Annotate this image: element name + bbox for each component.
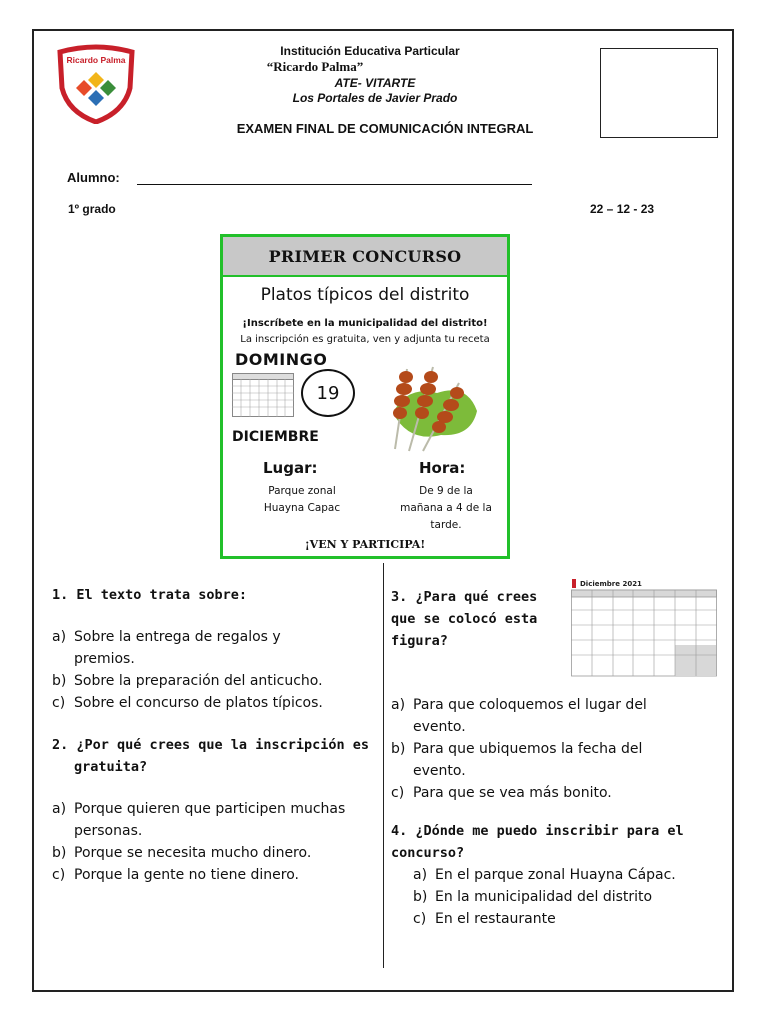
poster-day-number: 19 [301,369,355,417]
question-text: concurso? [391,845,465,861]
school-logo [54,44,138,124]
mini-calendar-icon [232,373,294,417]
question-3-options [391,694,716,930]
logo-text: Ricardo Palma [66,55,126,65]
calendar-mark-icon [572,579,576,588]
time-line: mañana a 4 de la [400,502,492,514]
option-text: Sobre el concurso de platos típicos. [74,695,323,711]
poster-time-label: Hora: [419,459,466,477]
option-1c[interactable] [52,692,372,714]
location-label: Los Portales de Javier Prado [292,91,458,105]
option-1a[interactable] [52,626,372,670]
option-3a[interactable] [391,694,716,738]
option-1b[interactable] [52,670,372,692]
question-text: gratuita? [74,759,148,775]
option-text: evento. [413,763,466,779]
option-letter: b) [52,845,67,861]
option-3c[interactable] [391,782,716,804]
option-letter: a) [52,629,67,645]
option-text: Porque quieren que participen muchas [74,801,346,817]
poster-place-text [237,483,367,517]
poster-footer: ¡VEN Y PARTICIPA! [304,538,426,551]
option-text: personas. [74,823,143,839]
poster-month: DICIEMBRE [232,429,319,445]
poster-header: PRIMER CONCURSO [223,237,507,277]
question-text: 2. ¿Por qué crees que la inscripción es [52,737,369,753]
anticucho-icon [387,363,481,453]
option-text: Para que coloquemos el lugar del [413,697,647,713]
option-letter: c) [413,911,427,927]
option-4c[interactable] [413,908,716,930]
grade-label: 1º grado [68,202,116,216]
december-calendar-figure [571,578,717,678]
option-text: Para que ubiquemos la fecha del [413,741,643,757]
poster-place-label: Lugar: [263,459,318,477]
option-text: Sobre la entrega de regalos y [74,629,281,645]
student-label: Alumno: [67,170,120,185]
question-1: 1. El texto trata sobre: [52,587,248,603]
question-text: que se colocó esta [391,611,538,627]
option-text: Sobre la preparación del anticucho. [74,673,323,689]
option-letter: b) [391,741,406,757]
time-line: tarde. [430,519,462,531]
option-letter: c) [52,695,66,711]
option-2b[interactable] [52,842,372,864]
exam-date: 22 – 12 - 23 [590,202,655,216]
option-text: Para que se vea más bonito. [413,785,612,801]
option-letter: a) [391,697,406,713]
calendar-title: Diciembre 2021 [580,580,642,588]
option-2a[interactable] [52,798,372,842]
score-box[interactable] [600,48,718,138]
option-text: En el restaurante [435,911,556,927]
place-line: Parque zonal [268,485,336,497]
poster-time-text [391,483,501,534]
poster-register-text: ¡Inscríbete en la municipalidad del distrito! [242,318,488,329]
question-text: 4. ¿Dónde me puedo inscribir para el [391,823,684,839]
option-text: Porque se necesita mucho dinero. [74,845,312,861]
institution-label: Institución Educativa Particular [280,44,460,58]
question-text: 3. ¿Para qué crees [391,589,538,605]
option-letter: c) [391,785,405,801]
option-4b[interactable] [413,886,716,908]
option-letter: a) [52,801,67,817]
question-2 [52,734,372,778]
poster-title: Platos típicos del distrito [260,285,470,305]
poster-info-text: La inscripción es gratuita, ven y adjunta tu receta [240,334,490,345]
option-text: evento. [413,719,466,735]
poster-day-name: DOMINGO [235,350,328,369]
contest-poster [220,234,510,559]
question-text: figura? [391,633,448,649]
option-letter: b) [52,673,67,689]
option-letter: a) [413,867,428,883]
option-text: Porque la gente no tiene dinero. [74,867,299,883]
option-4a[interactable] [413,864,716,886]
option-text: En el parque zonal Huayna Cápac. [435,867,676,883]
exam-title: EXAMEN FINAL DE COMUNICACIÓN INTEGRAL [236,121,534,136]
option-text: En la municipalidad del distrito [435,889,653,905]
option-text: premios. [74,651,135,667]
option-2c[interactable] [52,864,372,886]
option-letter: c) [52,867,66,883]
column-divider [383,563,384,968]
time-line: De 9 de la [419,485,473,497]
question-4 [391,820,716,864]
option-3b[interactable] [391,738,716,782]
place-line: Huayna Capac [263,502,341,514]
option-letter: b) [413,889,428,905]
left-column [52,584,372,886]
student-name-field[interactable] [137,184,532,185]
district-label: ATE- VITARTE [334,76,416,90]
school-name: “Ricardo Palma” [266,59,364,74]
